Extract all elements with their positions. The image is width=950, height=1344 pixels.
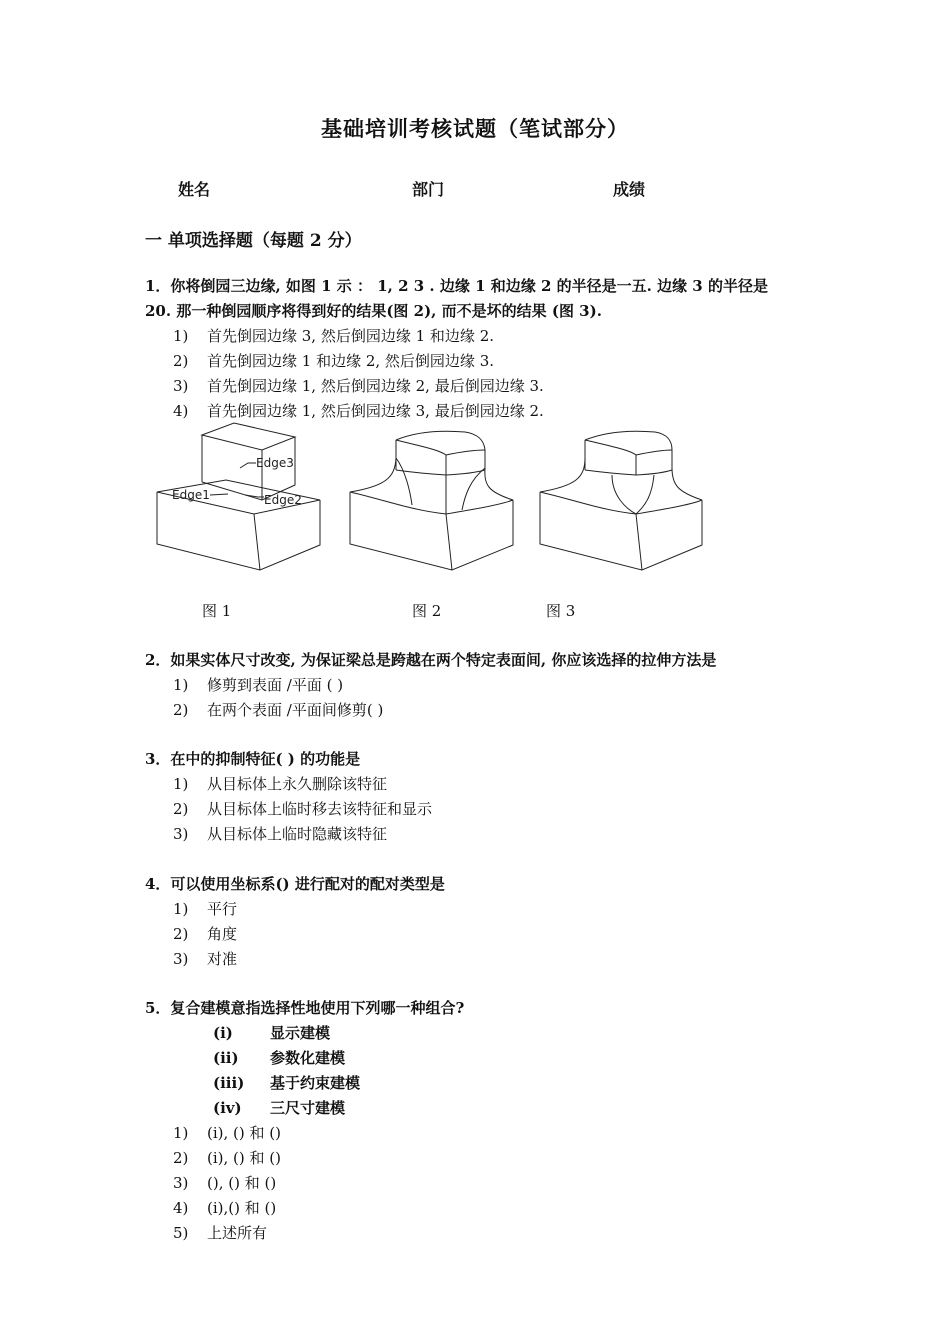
score-field-label: 成绩 — [613, 180, 646, 199]
q5-option-1 — [173, 1121, 281, 1146]
question-1-line-1: 1．你将倒园三边缘, 如图 1 示 ： 1, 2 3 . 边缘 1 和边缘 2 的半径是一五. 边缘 3 的半径是 — [145, 277, 768, 295]
option-number: 2) — [173, 1149, 189, 1167]
q5-option-5 — [173, 1221, 267, 1246]
option-number: 2) — [173, 800, 189, 818]
option-number: 2) — [173, 352, 189, 370]
option-number: 2) — [173, 701, 189, 719]
question-1-line-2: 20. 那一种倒园顺序将得到好的结果(图 2), 而不是坏的结果 (图 3). — [145, 302, 602, 320]
edge2-label: Edge2 — [264, 493, 302, 507]
option-text: 角度 — [207, 925, 238, 943]
q1-option-1 — [173, 324, 494, 349]
option-number: 4) — [173, 1199, 189, 1217]
q5-item-4 — [213, 1096, 345, 1121]
edge1-label: Edge1 — [172, 488, 210, 502]
option-number: 5) — [173, 1224, 189, 1242]
figure-1-drawing — [157, 423, 320, 570]
q1-option-3 — [173, 374, 544, 399]
option-text: (i), () 和 () — [207, 1149, 281, 1167]
q2-option-2 — [173, 698, 383, 723]
figure-2-caption: 图 2 — [412, 602, 442, 620]
section-heading: 一 单项选择题（每题 2 分） — [145, 231, 362, 251]
q3-option-1 — [173, 772, 387, 797]
edge3-label: Edge3 — [256, 456, 294, 470]
question-5: 5．复合建模意指选择性地使用下列哪一种组合? — [145, 999, 465, 1017]
q3-option-3 — [173, 822, 387, 847]
option-number: 1) — [173, 900, 189, 918]
q3-option-2 — [173, 797, 432, 822]
option-number: 1) — [173, 327, 189, 345]
fillet-figures — [150, 420, 710, 580]
option-number: 1) — [173, 676, 189, 694]
figure-2-drawing — [350, 431, 513, 570]
option-text: (), () 和 () — [207, 1174, 277, 1192]
option-number: 3) — [173, 950, 189, 968]
option-number: 4) — [173, 402, 189, 420]
item-number: (iv) — [213, 1099, 242, 1117]
option-text: (i), () 和 () — [207, 1124, 281, 1142]
q5-item-1 — [213, 1021, 330, 1046]
q5-item-3 — [213, 1071, 360, 1096]
option-text: 从目标体上临时隐藏该特征 — [207, 825, 388, 843]
option-text: (i),() 和 () — [207, 1199, 277, 1217]
option-text: 对准 — [207, 950, 238, 968]
option-text: 从目标体上永久删除该特征 — [207, 775, 388, 793]
q4-option-1 — [173, 897, 237, 922]
option-number: 1) — [173, 775, 189, 793]
item-number: (i) — [213, 1024, 233, 1042]
question-2: 2．如果实体尺寸改变, 为保证梁总是跨越在两个特定表面间, 你应该选择的拉伸方法是 — [145, 651, 717, 669]
item-text: 基于约束建模 — [270, 1074, 361, 1092]
question-4: 4．可以使用坐标系() 进行配对的配对类型是 — [145, 875, 445, 893]
q5-option-2 — [173, 1146, 281, 1171]
q5-option-4 — [173, 1196, 276, 1221]
figure-1-caption: 图 1 — [202, 602, 232, 620]
q5-option-3 — [173, 1171, 276, 1196]
question-3: 3．在中的抑制特征( ) 的功能是 — [145, 750, 361, 768]
item-text: 参数化建模 — [270, 1049, 346, 1067]
option-text: 修剪到表面 /平面 ( ) — [207, 676, 344, 694]
option-number: 1) — [173, 1124, 189, 1142]
q4-option-2 — [173, 922, 237, 947]
item-text: 三尺寸建模 — [270, 1099, 346, 1117]
option-text: 首先倒园边缘 3, 然后倒园边缘 1 和边缘 2. — [207, 327, 495, 345]
option-text: 首先倒园边缘 1 和边缘 2, 然后倒园边缘 3. — [207, 352, 495, 370]
dept-field-label: 部门 — [412, 180, 445, 199]
option-text: 上述所有 — [207, 1224, 268, 1242]
option-number: 3) — [173, 1174, 189, 1192]
option-text: 首先倒园边缘 1, 然后倒园边缘 2, 最后倒园边缘 3. — [207, 377, 544, 395]
figure-3-caption: 图 3 — [546, 602, 576, 620]
option-number: 2) — [173, 925, 189, 943]
q1-option-2 — [173, 349, 494, 374]
option-number: 3) — [173, 825, 189, 843]
option-text: 从目标体上临时移去该特征和显示 — [207, 800, 433, 818]
option-text: 首先倒园边缘 1, 然后倒园边缘 3, 最后倒园边缘 2. — [207, 402, 544, 420]
option-text: 在两个表面 /平面间修剪( ) — [207, 701, 384, 719]
q4-option-3 — [173, 947, 237, 972]
figure-3-drawing — [540, 431, 702, 570]
q5-item-2 — [213, 1046, 345, 1071]
q2-option-1 — [173, 673, 343, 698]
option-text: 平行 — [207, 900, 238, 918]
name-field-label: 姓名 — [178, 180, 211, 199]
page-title: 基础培训考核试题（笔试部分） — [321, 116, 629, 141]
option-number: 3) — [173, 377, 189, 395]
item-text: 显示建模 — [270, 1024, 331, 1042]
item-number: (ii) — [213, 1049, 239, 1067]
item-number: (iii) — [213, 1074, 245, 1092]
